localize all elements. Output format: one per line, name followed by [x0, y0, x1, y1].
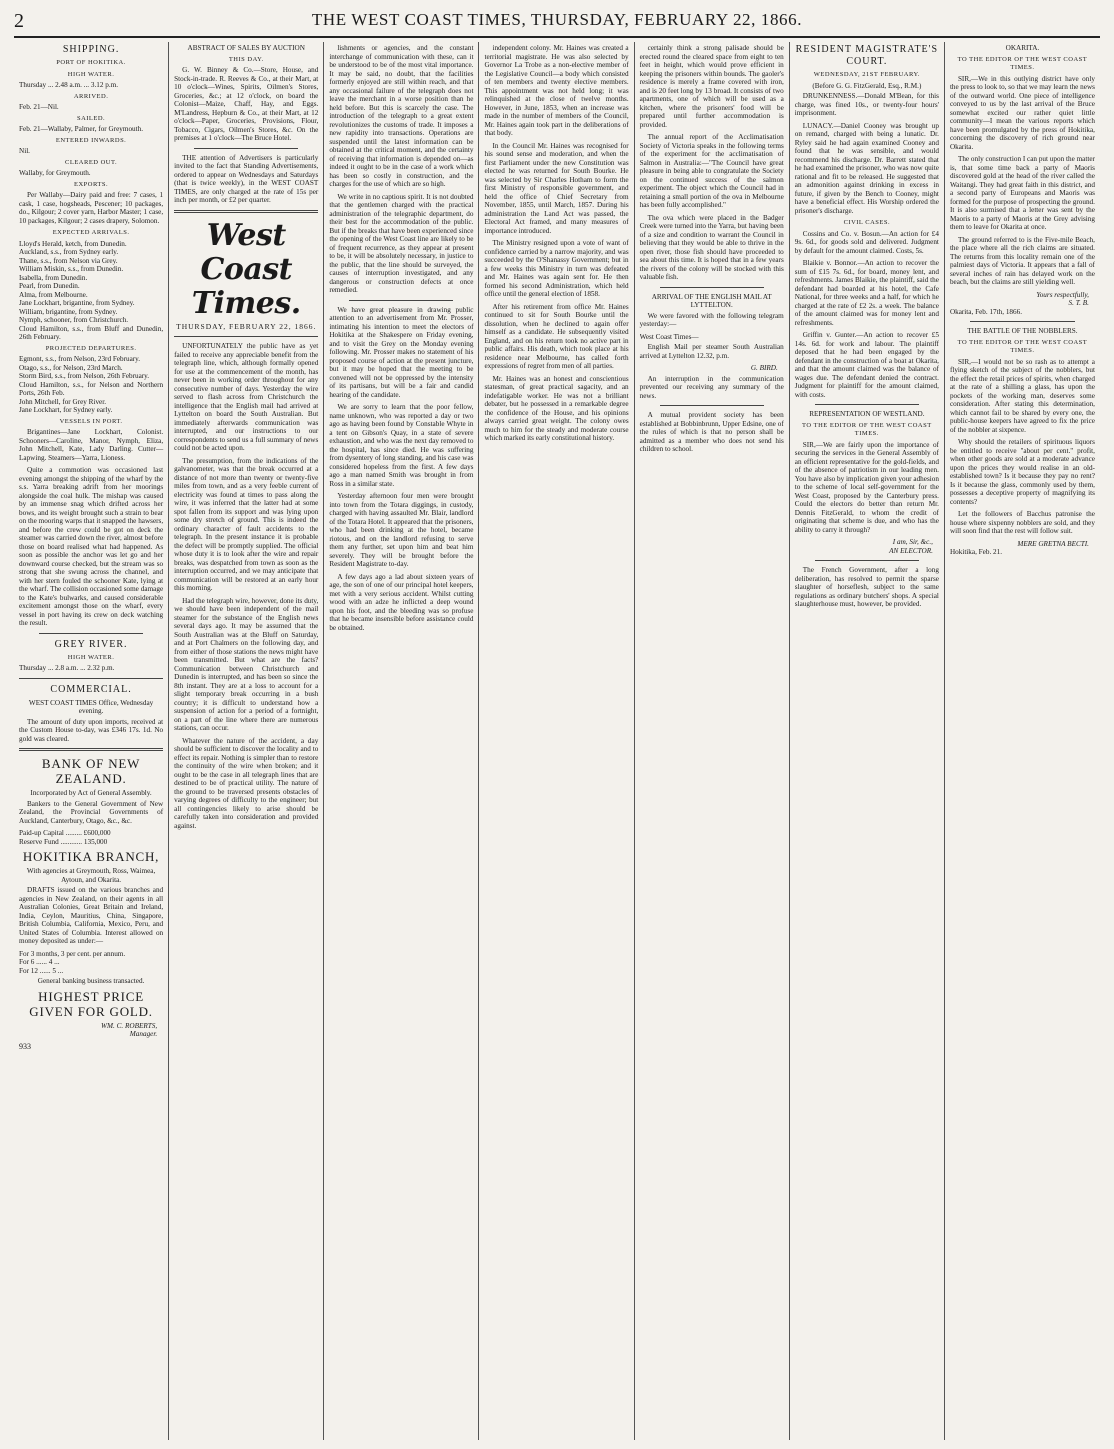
divider: [815, 404, 919, 405]
abstract-sub: THIS DAY.: [228, 55, 264, 63]
representation-signature: AN ELECTOR.: [889, 546, 933, 555]
news-text: Quite a commotion was occasioned last evening amongst the shipping of the wharf by the s.s. Yarra breaking adrift from her moorings alongside the coal hulk. The mishap was caused by an immense snag which drifted across her bows, and its weight brought such a strain to bear on the mooring warps that it snapped the hawsers, and before the crew could be got on deck the steamer was carried down the river, almost before those on board realised what had happened. As soon as possible the anchor was let go and her downward course checked, but the stream was so strong that she swung across the channel, and with her stern fouled the schooner Kate, lying at the wharf. The collision occasioned some damage to the Kate's bulwarks, and caused considerable excitement amongst those on the wharf, every vessel in port having its crew on deck watching the result.: [19, 466, 164, 627]
letter-paragraph: Why should the retailers of spirituous liquors be entitled to receive "about per cent." profit, when other goods are sold at a moderate advance upon the prices they would realise in an old-established town? Is it because they pay no rent? Is it because the glass, commonly used by them, possesses a deceptive property of magnifying its contents?: [949, 438, 1095, 506]
column-1: [14, 42, 169, 1440]
list-item: Otago, s.s., for Nelson, 23rd March.: [19, 363, 123, 372]
bank-text: Bankers to the General Government of New Zealand, the Provincial Governments of Auckland, Canterbury, Otago, &c., &c.: [19, 799, 164, 825]
expected-label: EXPECTED ARRIVALS.: [52, 229, 130, 236]
editorial-paragraph: The presumption, from the indications of the galvanometer, was that the break occurred at a distance of not more than twenty or twenty-five miles from town, and as a very feeble current of electricity was found at times to pass along the wire, it was inferred that the latter had at some spot fallen from its support and was lying upon some dry stretch of ground. This is indeed the ordinary character of fault accidents to the telegraph. In the present instance it is probable the defect will be promptly supplied. The official whose duty it is to look after the wire and repair breaks, was despatched from town as soon as the interruption occurred, and we may anticipate that communication will be restored at an early hour this morning.: [174, 456, 319, 592]
arrival-intro: We were favored with the following telegram yesterday:—: [639, 311, 784, 328]
divider: [174, 210, 318, 213]
battle-heading: THE BATTLE OF THE NOBBLERS.: [967, 327, 1078, 335]
article-paragraph: In the Council Mr. Haines was recognised for his sound sense and moderation, and when the first Parliament under the new Constitution was elected he was returned for South Bourke. He was selected by Sir Charles Hotham to form the first Ministry of responsible government, and held the office of Chief Secretary from November, 1855, until March, 1857. During his administration the Land Act was passed, the Electoral Act framed, and many measures of importance introduced.: [484, 141, 629, 235]
list-item: John Mitchell, for Grey River.: [19, 397, 107, 406]
list-item: Storm Bird, s.s., from Nelson, 26th February.: [19, 372, 150, 380]
divider: [19, 748, 163, 751]
letter-paragraph: The only construction I can put upon the matter is, that some time back a party of Maoris discovered gold at the head of the river called the Waitangi. They had great faith in this district, and a second party of Europeans and Maoris was formed for the purpose of prospecting the ground. It is also surmised that a letter was sent by the Maoris to a party of Maoris at the Grey advising them to leave for Okarita at once.: [949, 155, 1095, 231]
rm-court-heading: RESIDENT MAGISTRATE'S COURT.: [795, 44, 939, 67]
article-paragraph: A mutual provident society has been established at Bobbinbrunn, Upper Edsine, one of the rules of which is that no person shall be admitted as a member who does not send his children to school.: [639, 411, 784, 453]
cleared-label: CLEARED OUT.: [65, 158, 118, 166]
commercial-heading: COMMERCIAL.: [50, 683, 132, 695]
article-paragraph: certainly think a strong palisade should be erected round the cleared space from eight to ten feet in height, which would prove efficient in keeping the prisoners within bounds. The gaoler's residence is merely a frame covered with iron, and is 20 feet long by 13 broad. It consists of two apartments, one of which will be used as a kitchen, where the prisoners' food will be prepared until further accommodation is provided.: [639, 44, 784, 129]
expected-list: [19, 240, 163, 342]
list-item: Auckland, s.s., from Sydney early.: [19, 248, 119, 256]
divider: [660, 405, 764, 406]
list-item: Isabella, from Dunedin.: [19, 273, 88, 282]
interest-line: For 3 months, 3 per cent. per annum.: [19, 949, 126, 958]
court-paragraph: LUNACY.—Daniel Cooney was brought up on remand, charged with being a lunatic. Dr. Ryley said he had again examined Cooney and found that he was sensible, and would recommend his discharge. Dr. Barrett stated that he had examined the prisoner, who was now quite rational and fit to be released. He suggested that an admonition against drinking in excess in future, if given by the Bench to Cooney, might have a beneficial effect. His Worship ordered the prisoner's discharge.: [794, 121, 939, 215]
letter-paragraph: SIR,—I would not be so rash as to attempt a flying sketch of the subject of the nobblers, but the effect the retail prices of spirits, when charged at the rate of a shilling a glass, has upon the pockets of the working man, deserves some consideration. After stating this determination, which cannot fail to be shared by every one, the public-house keepers have agreed to fix the price of the nobbler at sixpence.: [949, 357, 1095, 434]
article-paragraph: independent colony. Mr. Haines was created a territorial magistrate. He was also selected by Governor La Trobe as a non-elective member of the Legislative Council—a body which consisted of ten members and twenty elective members. This appointment was not held long; it was relinquished at the close of twelve months. However, in June, 1853, when an increase was made in the number of members of the Council, Mr. Haines again took part in the deliberations of that body.: [484, 44, 629, 137]
editorial-paragraph: UNFORTUNATELY the public have as yet failed to receive any appreciable benefit from the telegraph line, which, although formally opened for use at the commencement of the month, has never been in working order throughout for any consecutive number of days. Yesterday the wire served to flash across from Christchurch the intelligence that the English mail had arrived at Lyttelton on board the South Australian. But immediately afterwards communication was interrupted, and our instructions to our correspondents to send us a full summary of news could not be acted upon.: [174, 342, 319, 452]
list-item: Cloud Hamilton, s.s., for Nelson and Northern Ports, 26th Feb.: [19, 380, 164, 397]
article-paragraph: After his retirement from office Mr. Haines continued to sit for South Bourke until the dissolution, when he declined to again offer himself as a candidate. He subsequently visited England, and on his return took no active part in public affairs. His death, which took place at his residence near Melbourne, has called forth expressions of regret from men of all parties.: [484, 302, 629, 370]
arrival-signature: G. BIRD.: [750, 364, 778, 372]
vessels-label: VESSELS IN PORT.: [59, 417, 123, 425]
port-line: PORT OF HOKITIKA.: [56, 59, 126, 66]
list-item: William Miskin, s.s., from Dunedin.: [19, 265, 124, 273]
abstract-heading: ABSTRACT OF SALES BY AUCTION: [187, 44, 305, 52]
representation-to: TO THE EDITOR OF THE WEST COAST TIMES.: [802, 421, 932, 437]
high-water-line: Thursday ... 2.48 a.m. ... 3.12 p.m.: [19, 81, 119, 89]
bank-heading: BANK OF NEW ZEALAND.: [41, 756, 141, 786]
rm-bench: (Before G. G. FitzGerald, Esq., R.M.): [812, 81, 922, 90]
commercial-text: The amount of duty upon imports, received at the Custom House to-day, was £346 17s. 1d. No gold was cleared.: [19, 717, 164, 743]
divider: [660, 287, 764, 288]
editorial-paragraph: Whatever the nature of the accident, a day should be sufficient to discover the locality and to effect its repair. Nothing is simpler than to restore the continuity of the wire when broken; and it ought to be the case in all telegraph lines that are destined to be of practical utility. The nature of the ground to be traversed presents obstacles of varying degrees of difficulty to the engineer; but all contingencies likely to arise should be carefully taken into consideration and provided against.: [174, 736, 319, 830]
article-paragraph: We write in no captious spirit. It is not doubted that the gentlemen charged with the practical administration of the telegraphic department, do their best for the accommodation of the public. But if the breaks that have been experienced since the opening of the West Coast line are likely to be of frequent recurrence, as they appear at present to be, it will be absolutely necessary, in justice to the public, that the line should be surveyed, the causes of interruption investigated, and any dangerous or construction defects at once remedied.: [329, 192, 474, 294]
masthead: [14, 6, 1100, 38]
general-banking: General banking business transacted.: [37, 977, 145, 985]
okarita-signature: S. T. B.: [1068, 299, 1089, 307]
list-item: William, brigantine, from Sydney.: [19, 307, 118, 316]
article-paragraph: The annual report of the Acclimatisation Society of Victoria speaks in the following terms of the experiment for the acclimatisation of Salmon in Australia:—"The Council have great pleasure in being able to congratulate the Society on the continued success of the salmon experiment. The object which the Council had in retaining a small portion of the ova in Melbourne has been fully accomplished.": [639, 133, 784, 209]
reserve-fund: Reserve Fund ............ 135,000: [19, 837, 108, 846]
column-4: [479, 42, 634, 1440]
okarita-heading: OKARITA.: [1005, 44, 1040, 52]
interest-line: For 12 ...... 5 ...: [19, 966, 64, 975]
page-number: 2: [14, 10, 24, 32]
sailed-line: Feb. 21—Wallaby, Palmer, for Greymouth.: [19, 125, 144, 133]
letter-paragraph: SIR,—We in this outlying district have only the press to look to, so that we may learn the news of the outward world. One piece of intelligence conveyed to us by the last arrival of the Bruce somewhat excited our rather quiet little community—I mean the various reports which have been promulgated by the press of Hokitika, concerning the discovery of rich ground near Okarita.: [949, 74, 1095, 151]
arrival-to: West Coast Times—: [639, 332, 699, 341]
list-item: Jane Lockhart, brigantine, from Sydney.: [19, 299, 135, 307]
court-paragraph: DRUNKENNESS.—Donald M'Bean, for this charge, was fined 10s., or twenty-four hours' imprisonment.: [794, 92, 939, 117]
column-6: [790, 42, 945, 1440]
list-item: Pearl, from Dunedin.: [19, 282, 80, 290]
battle-date: Hokitika, Feb. 21.: [949, 548, 1003, 556]
article-paragraph: We have great pleasure in drawing public attention to an advertisement from Mr. Prosser, intimating his intention to meet the electors of Hokitika at the Shakespere on Friday evening, and to visit the Grey on the Monday evening following. Mr. Prosser makes no statement of his proposed course of action at the present juncture, but it may be hoped that the meeting to be convened will not be oppressed by the intensity of its partisans, but will be a fair and candid hearing of the candidate.: [329, 305, 474, 399]
gold-heading: HIGHEST PRICE GIVEN FOR GOLD.: [29, 988, 153, 1019]
okarita-to: TO THE EDITOR OF THE WEST COAST TIMES.: [957, 55, 1088, 71]
paper-nameplate: West Coast Times.: [191, 217, 301, 321]
projected-label: PROJECTED DEPARTURES.: [45, 344, 137, 352]
divider: [194, 148, 298, 149]
letter-paragraph: The ground referred to is the Five-mile Beach, the place where all the rich claims are situated. The returns from this locality remain one of the palmiest days of Victoria. It appears that a fall of several inches of rain has delayed work on the beach, but the claims are still yielding well.: [949, 235, 1095, 286]
article-paragraph: We are sorry to learn that the poor fellow, name unknown, who was reported a day or two ago as having been found by Constable Whyte in a tent on Gibson's Quay, in a state of severe exhaustion, and who was the next day removed to the hospital, has since died. He was suffering from dysentery of long standing, and his case was considered hopeless from the first. A few days ago a man named Smith was brought in from Ross in a similar state.: [329, 403, 474, 488]
column-5: [635, 42, 790, 1440]
grey-high-water-label: HIGH WATER.: [67, 653, 115, 661]
shipping-heading: SHIPPING.: [62, 44, 120, 55]
arrived-label: ARRIVED.: [73, 92, 109, 100]
article-paragraph: The ova which were placed in the Badger Creek were turned into the Yarra, but having been of a size and condition to warrant the Council in believing that they would be able to thrive in the open river, those fish should have proceeded to sea about this time. It is hoped that in a few years the rivers of the colony will be stocked with this valuable fish.: [639, 213, 784, 281]
article-paragraph: Mr. Haines was an honest and conscientious statesman, of great practical sagacity, and an indefatigable worker. He was not a brilliant debater, but he possessed in a remarkable degree the confidence of the House, and his opinions always carried great weight. The colony owes much to him for the steady and moderate course which marked its early constitutional history.: [484, 374, 629, 442]
list-item: Alma, from Melbourne.: [19, 290, 88, 299]
arrived-line: Feb. 21—Nil.: [19, 103, 59, 111]
column-3: [324, 42, 479, 1440]
article-paragraph: Yesterday afternoon four men were brought into town from the Totara diggings, in custody, charged with having assaulted Mr. Blair, landlord of the Totara Hotel. It appeared that the prisoners, who had been drinking at the hotel, became riotous, and on the landlord refusing to serve them any further, set upon him and beat him severely. They will be brought before the Resident Magistrate to-day.: [329, 492, 474, 568]
list-item: Thane, s.s., from Nelson via Grey.: [19, 256, 118, 265]
editorial-dateline: THURSDAY, FEBRUARY 22, 1866.: [176, 321, 317, 331]
arrival-heading: ARRIVAL OF THE ENGLISH MAIL AT LYTTELTON.: [651, 292, 772, 309]
entered-line: Nil.: [19, 147, 30, 155]
commercial-office: WEST COAST TIMES Office, Wednesday evening.: [28, 698, 154, 715]
sailed-label: SAILED.: [76, 114, 106, 122]
divider: [970, 321, 1075, 322]
civil-cases-label: CIVIL CASES.: [843, 219, 891, 226]
high-water-label: HIGH WATER.: [67, 70, 115, 78]
arrival-message: English Mail per steamer South Australian arrived at Lyttelton 12.32, p.m.: [639, 343, 784, 360]
divider: [815, 560, 919, 561]
representation-heading: REPRESENTATION OF WESTLAND.: [809, 410, 925, 418]
letter-paragraph: Let the followers of Bacchus patronise the house where sixpenny nobblers are sold, and they will soon find that the rest will follow suit.: [949, 510, 1095, 535]
drafts-text: DRAFTS issued on the various branches and agencies in New Zealand, on their agents in all Australian Colonies, Great Britain and Ireland, India, Ceylon, Mauritius, China, Singapore, British Columbia, California, Mexico, Peru, and United States of Columbia. Interest allowed on money deposited as under:—: [19, 886, 164, 945]
divider: [174, 336, 318, 337]
editorial-paragraph: Had the telegraph wire, however, done its duty, we should have been independent of the mail steamer for the substance of the English news several days ago. It may be assumed that the South Australian was at the Bluff on Saturday, and at Port Chalmers on the following day, and from either of those stations the news might have been transmitted. But what are the facts? Communication between Christchurch and Dunedin is interrupted, and has been so since the 8th instant. They are at a loss to account for a slight temporary break occurring in a bush country; it is difficult to understand how a suspension of action for a period of a fortnight, on a part of the line where there are numerous stations, can occur.: [174, 596, 319, 732]
article-paragraph: The French Government, after a long deliberation, has resolved to permit the sparse slaughter of horseflesh, subject to the same regulations as ordinary butchers' shops. A special slaughterhouse must, however, be provided.: [794, 566, 939, 608]
battle-signature: MERE GRETNA BECTI.: [1017, 539, 1089, 548]
hokitika-branch-heading: HOKITIKA BRANCH,: [22, 849, 160, 864]
representation-closing: I am, Sir, &c.,: [892, 538, 933, 546]
column-2: [169, 42, 324, 1440]
paid-up-capital: Paid-up Capital ......... £600,000: [19, 829, 111, 837]
divider: [39, 633, 143, 634]
exports-label: EXPORTS.: [74, 180, 109, 188]
manager-title: Manager.: [129, 1030, 158, 1038]
manager-name: WM. C. ROBERTS,: [101, 1021, 158, 1030]
vessels-text: Brigantines—Jane Lockhart, Colonist. Schooners—Caroline, Manor, Nymph, Eliza, John Mitchell, Kate, Lady Darling. Cutter—Lapwing. Steamers—Yarra, Lioness.: [19, 428, 164, 462]
court-paragraph: Griffin v. Gunter.—An action to recover £5 14s. 6d. for work and labour. The plaintiff deposed that he had been engaged by the defendant in the construction of a boat at Okarita, and that the amount claimed was the balance of wages due. The defendant denied the contract. Judgment for plaintiff for the amount claimed, with costs.: [794, 331, 939, 399]
list-item: Cloud Hamilton, s.s., from Bluff and Dunedin, 26th February.: [19, 324, 164, 341]
court-paragraph: Blaikie v. Bonnor.—An action to recover the sum of £15 7s. 6d., for board, money lent, and refreshments. James Blaikie, the plaintiff, said the defendant had boarded at his hotel, the Cafe National, for three weeks and a half, for which he charged at the rate of £2 2s. a week. The balance of the amount claimed was for money lent and refreshments.: [794, 259, 939, 327]
divider: [19, 678, 163, 679]
arrival-note: An interruption in the communication prevented our receiving any summary of the news.: [639, 374, 784, 400]
okarita-closing: Yours respectfully,: [1036, 290, 1089, 299]
cleared-line: Wallaby, for Greymouth.: [19, 169, 91, 177]
okarita-date: Okarita, Feb. 17th, 1866.: [949, 307, 1023, 316]
agencies-line: With agencies at Greymouth, Ross, Waimea, Aytoun, and Okarita.: [26, 867, 156, 884]
battle-to: TO THE EDITOR OF THE WEST COAST TIMES.: [957, 338, 1088, 354]
list-item: Jane Lockhart, for Sydney early.: [19, 406, 113, 414]
entered-label: ENTERED INWARDS.: [55, 136, 127, 144]
list-item: Nymph, schooner, from Christchurch.: [19, 316, 129, 324]
article-paragraph: The Ministry resigned upon a vote of want of confidence carried by a narrow majority, and was succeeded by the O'Shanassy Government; but in a few weeks this Ministry in turn was defeated and Mr. Haines was again sent for. He then formed his second Administration, which held office until the general election of 1858.: [484, 239, 629, 298]
divider: [349, 300, 453, 301]
rm-date: WEDNESDAY, 21ST FEBRUARY.: [813, 71, 920, 78]
grey-tide-line: Thursday ... 2.8 a.m. ... 2.32 p.m.: [19, 664, 115, 672]
projected-list: [19, 355, 163, 415]
ad-number: 933: [19, 1041, 31, 1051]
representation-letter: SIR,—We are fairly upon the importance of securing the services in the General Assembly of an efficient representative for the gold-fields, and of the absence of patriotism in our leading men. You have also by implication given your adhesion to the scheme of local self-government for the West Coast, proposed by the Canterbury press. Could the electors do better than return Mr. Dennis FitzGerald, to whom the credit of originating that scheme is due, and who has the ability to carry it through?: [794, 440, 939, 534]
list-item: Lloyd's Herald, ketch, from Dunedin.: [19, 239, 127, 248]
article-paragraph: A few days ago a lad about sixteen years of age, the son of one of our principal hotel keepers, met with a very serious accident. Whilst cutting wood with an adze he inflicted a deep wound upon his foot, and the bleeding was so profuse that he became insensible before assistance could be obtained.: [329, 572, 474, 632]
article-paragraph: lishments or agencies, and the constant interchange of communication with these, can it be understood to be of the most vital importance. It may be said, no doubt, that the facilities formerly enjoyed are still within reach, and that any occasional failure of the telegraph does not leave the merchant in a worse position than he held before. But this is scarcely the case. The introduction of the telegraph to a great extent revolutionizes the customs of trade. It imposes a new rapidity into transactions. Operations are suspended until the latest information can be obtained at the critical moment, and the certainty of receiving that information is depended on—as indeed it ought to be in the case of a work which has been so costly in construction, and the charges for the use of which are so high.: [329, 44, 474, 188]
list-item: Egmont, s.s., from Nelson, 23rd February.: [19, 355, 141, 363]
exports-text: Per Wallaby—Dairy paid and free: 7 cases, 1 cask, 1 case, hogsheads, Pescener; 10 packages, do., Kilgour; 2 cover yarn, Harbor Master; 1 case, 10 packages, Kilgour; 2 cases drapery, Solomon.: [19, 191, 164, 225]
advertiser-notice: THE attention of Advertisers is particularly invited to the fact that Standing Advertisements, ordered to appear on Wednesdays and Saturdays (that is twice weekly), in the WEST COAST TIMES, are only charged at the rate of 15s per inch per month, or £2 per quarter.: [174, 153, 319, 204]
court-paragraph: Cossins and Co. v. Bosun.—An action for £4 9s. 6d., for goods sold and delivered. Judgment by default for the amount claimed. Costs, 5s.: [794, 229, 939, 255]
interest-line: For 6 ...... 4 ...: [19, 958, 60, 966]
newspaper-title: THE WEST COAST TIMES, THURSDAY, FEBRUARY 22, 1866.: [311, 10, 803, 29]
sales-text: G. W. Binney & Co.—Store, House, and Stock-in-trade. R. Reeves & Co., at their Mart, at 10 o'clock—Wines, Spirits, Oilmen's Stores, Groceries, &c.; at 12 o'clock, on board the Colonist—Maize, Chaff, Hay, and Eggs. M'Landress, Hepburn & Co., at their Mart, at 12 o'clock—Paper, Groceries, Provisions, Flour, Tobacco, Cigars, Oilmen's Stores, &c. On the premises at 1 o'clock—The Bruce Hotel.: [174, 66, 319, 142]
bank-sub: Incorporated by Act of General Assembly.: [30, 789, 152, 797]
column-7: [945, 42, 1100, 1440]
grey-river-heading: GREY RIVER.: [54, 638, 128, 650]
columns: [14, 42, 1100, 1440]
